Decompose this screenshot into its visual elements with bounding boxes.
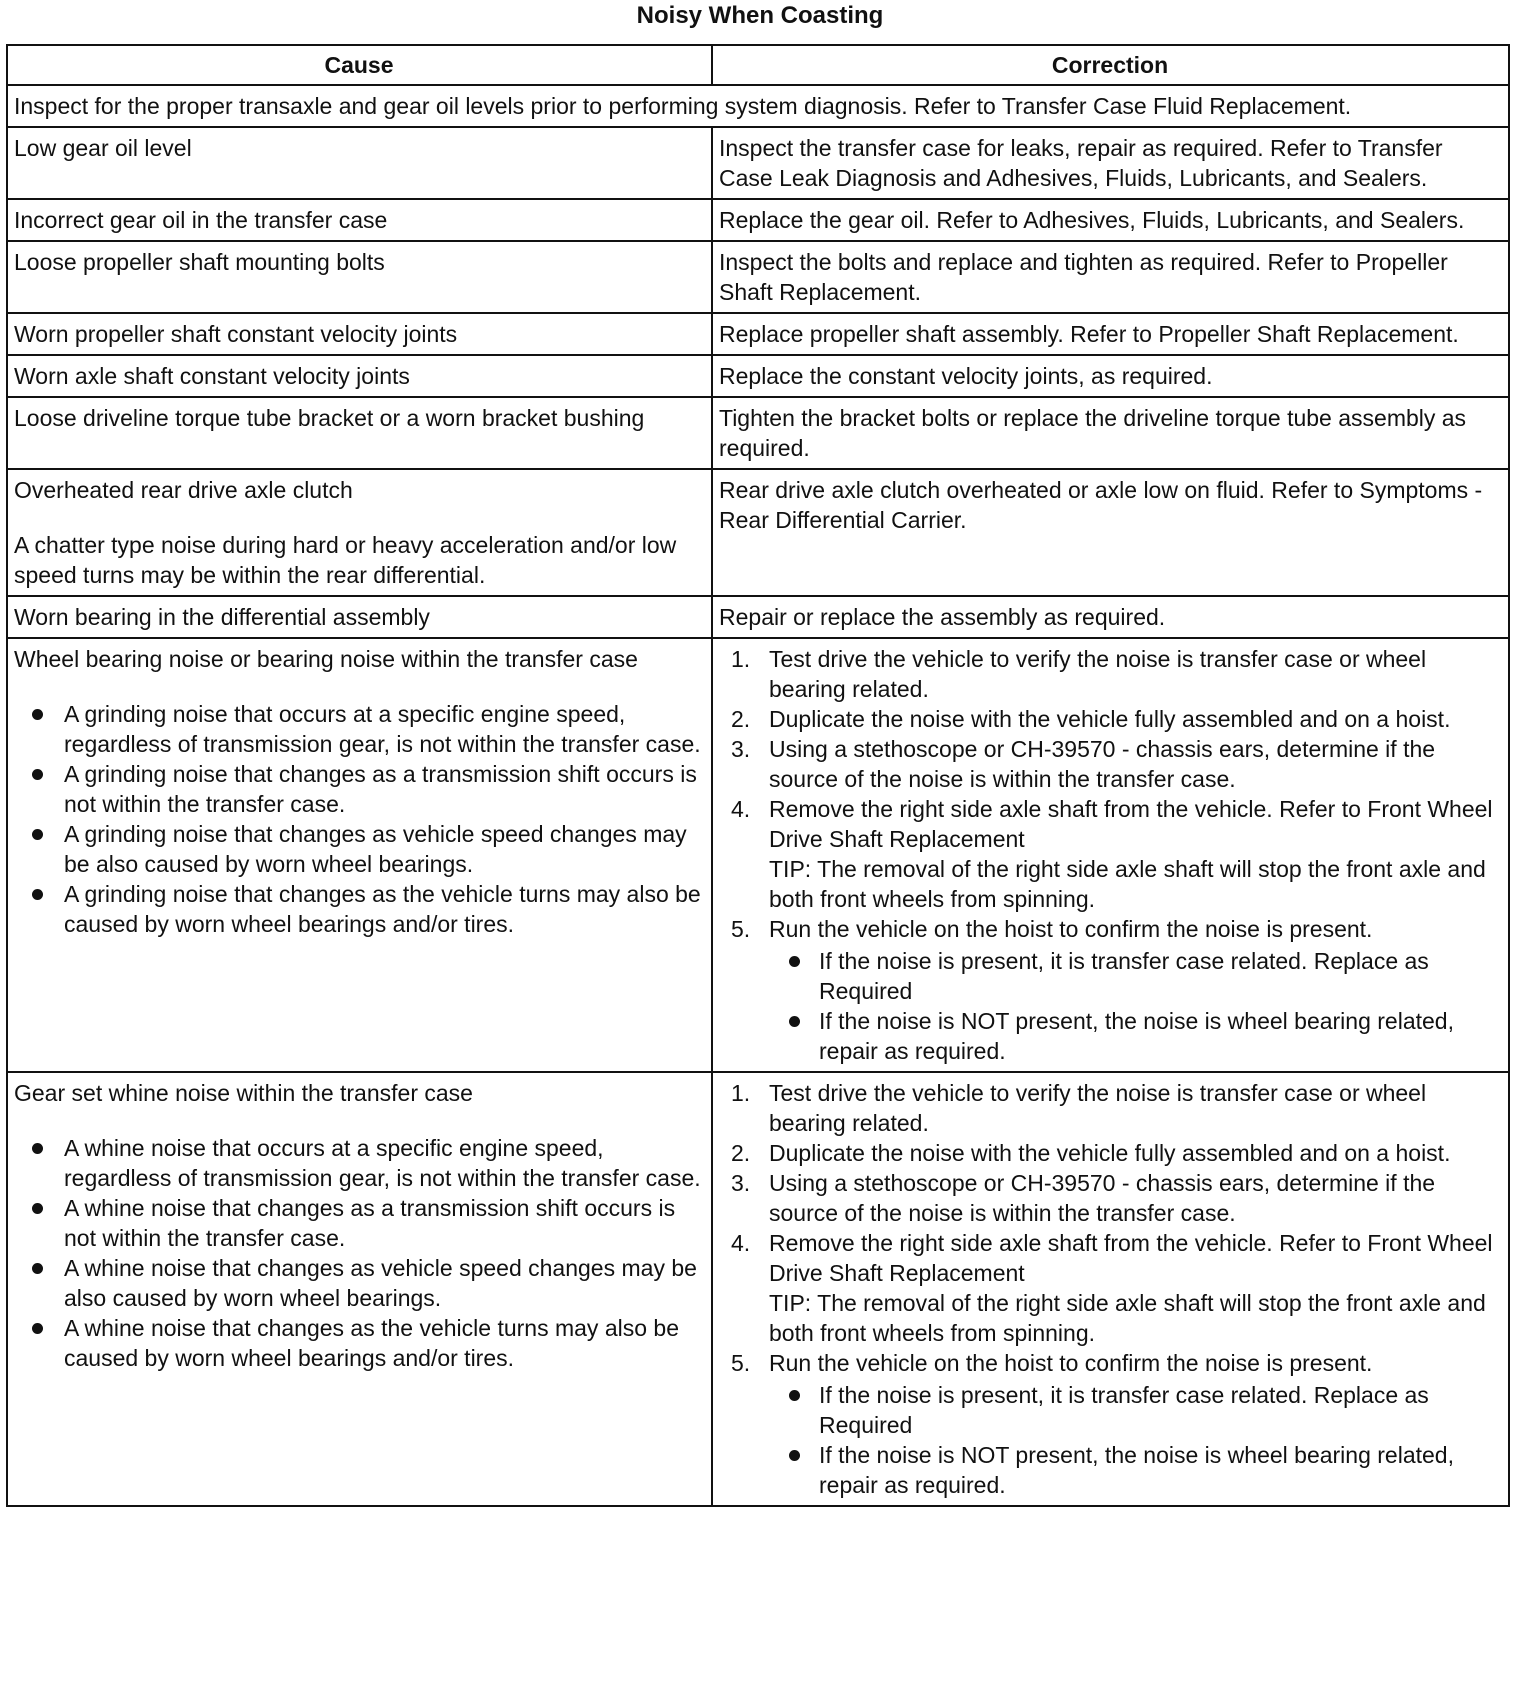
step-item: [731, 914, 1501, 1066]
cause-column-header: Cause: [7, 45, 712, 85]
cause-cell: Low gear oil level: [7, 127, 712, 199]
step-number: 5.: [731, 1350, 751, 1376]
step-text: Test drive the vehicle to verify the noise is transfer case or wheel bearing related.: [769, 646, 1427, 702]
cause-cell: Worn axle shaft constant velocity joints: [7, 355, 712, 397]
table-row-wheel-bearing: [7, 638, 1509, 1072]
step-item: [731, 704, 1501, 734]
intro-text: Inspect for the proper transaxle and gear oil levels prior to performing system diagnosis. Refer to Transfer Case Fluid Replacement.: [7, 85, 1509, 127]
bullet-item: A grinding noise that changes as vehicle speed changes may be also caused by worn wheel bearings.: [64, 819, 704, 879]
correction-cell: Replace the constant velocity joints, as required.: [712, 355, 1509, 397]
table-row: [7, 469, 1509, 596]
step-text: Duplicate the noise with the vehicle fully assembled and on a hoist.: [769, 1140, 1451, 1166]
step-item: [731, 1228, 1501, 1348]
step-item: [731, 1348, 1501, 1500]
step-tip: TIP: The removal of the right side axle shaft will stop the front axle and both front wheels from spinning.: [769, 1290, 1486, 1346]
step-number: 1.: [731, 1080, 751, 1106]
sub-bullet-item: If the noise is NOT present, the noise is wheel bearing related, repair as required.: [819, 1006, 1501, 1066]
bullet-item: A whine noise that changes as a transmission shift occurs is not within the transfer case.: [64, 1193, 704, 1253]
cause-cell: Loose driveline torque tube bracket or a worn bracket bushing: [7, 397, 712, 469]
intro-row: [7, 85, 1509, 127]
header-row: [7, 45, 1509, 85]
cause-cell: Loose propeller shaft mounting bolts: [7, 241, 712, 313]
bullet-item: A grinding noise that occurs at a specific engine speed, regardless of transmission gear, is not within the transfer case.: [64, 699, 704, 759]
step-number: 4.: [731, 1230, 751, 1256]
correction-column-header: Correction: [712, 45, 1509, 85]
sub-bullet-list: [769, 1380, 1501, 1500]
cause-bullet-list: [14, 1133, 704, 1373]
step-item: [731, 644, 1501, 704]
correction-cell: Rear drive axle clutch overheated or axle low on fluid. Refer to Symptoms - Rear Differential Carrier.: [712, 469, 1509, 596]
correction-cell: Tighten the bracket bolts or replace the driveline torque tube assembly as required.: [712, 397, 1509, 469]
step-tip: TIP: The removal of the right side axle shaft will stop the front axle and both front wheels from spinning.: [769, 856, 1486, 912]
correction-steps: [719, 1078, 1501, 1500]
bullet-item: A whine noise that changes as the vehicle turns may also be caused by worn wheel bearings and/or tires.: [64, 1313, 704, 1373]
correction-cell: Repair or replace the assembly as required.: [712, 596, 1509, 638]
step-item: [731, 794, 1501, 914]
cause-cell: Worn bearing in the differential assembly: [7, 596, 712, 638]
step-text: Run the vehicle on the hoist to confirm the noise is present.: [769, 916, 1373, 942]
cause-text: Gear set whine noise within the transfer case: [14, 1080, 473, 1106]
step-number: 2.: [731, 706, 751, 732]
correction-cell: Replace the gear oil. Refer to Adhesives, Fluids, Lubricants, and Sealers.: [712, 199, 1509, 241]
step-number: 5.: [731, 916, 751, 942]
step-item: [731, 1138, 1501, 1168]
cause-cell: [7, 638, 712, 1072]
step-text: Duplicate the noise with the vehicle fully assembled and on a hoist.: [769, 706, 1451, 732]
correction-cell: Replace propeller shaft assembly. Refer to Propeller Shaft Replacement.: [712, 313, 1509, 355]
step-number: 3.: [731, 736, 751, 762]
step-text: Using a stethoscope or CH-39570 - chassis ears, determine if the source of the noise is within the transfer case.: [769, 736, 1436, 792]
sub-bullet-list: [769, 946, 1501, 1066]
table-row: [7, 355, 1509, 397]
step-text: Remove the right side axle shaft from the vehicle. Refer to Front Wheel Drive Shaft Replacement: [769, 1230, 1493, 1286]
step-text: Using a stethoscope or CH-39570 - chassis ears, determine if the source of the noise is within the transfer case.: [769, 1170, 1436, 1226]
correction-cell: [712, 638, 1509, 1072]
correction-cell: Inspect the transfer case for leaks, repair as required. Refer to Transfer Case Leak Diagnosis and Adhesives, Fluids, Lubricants, and Sealers.: [712, 127, 1509, 199]
table-row: [7, 199, 1509, 241]
table-row: [7, 397, 1509, 469]
sub-bullet-item: If the noise is present, it is transfer case related. Replace as Required: [819, 1380, 1501, 1440]
bullet-item: A grinding noise that changes as a transmission shift occurs is not within the transfer case.: [64, 759, 704, 819]
bullet-item: A grinding noise that changes as the vehicle turns may also be caused by worn wheel bearings and/or tires.: [64, 879, 704, 939]
step-number: 1.: [731, 646, 751, 672]
step-item: [731, 1168, 1501, 1228]
bullet-item: A whine noise that occurs at a specific engine speed, regardless of transmission gear, is not within the transfer case.: [64, 1133, 704, 1193]
bullet-item: A whine noise that changes as vehicle speed changes may be also caused by worn wheel bearings.: [64, 1253, 704, 1313]
table-row: [7, 596, 1509, 638]
step-item: [731, 734, 1501, 794]
table-row-gear-whine: [7, 1072, 1509, 1506]
cause-text: Wheel bearing noise or bearing noise within the transfer case: [14, 646, 638, 672]
sub-bullet-item: If the noise is present, it is transfer case related. Replace as Required: [819, 946, 1501, 1006]
table-row: [7, 313, 1509, 355]
correction-cell: [712, 1072, 1509, 1506]
cause-cell: Worn propeller shaft constant velocity joints: [7, 313, 712, 355]
page-title: Noisy When Coasting: [636, 2, 884, 29]
step-number: 2.: [731, 1140, 751, 1166]
table-row: [7, 241, 1509, 313]
diagnosis-table: [6, 44, 1510, 1507]
step-text: Run the vehicle on the hoist to confirm the noise is present.: [769, 1350, 1373, 1376]
step-number: 3.: [731, 1170, 751, 1196]
sub-bullet-item: If the noise is NOT present, the noise is wheel bearing related, repair as required.: [819, 1440, 1501, 1500]
cause-cell: Incorrect gear oil in the transfer case: [7, 199, 712, 241]
cause-note: A chatter type noise during hard or heavy acceleration and/or low speed turns may be within the rear differential.: [14, 532, 677, 588]
cause-cell: [7, 469, 712, 596]
cause-bullet-list: [14, 699, 704, 939]
step-text: Test drive the vehicle to verify the noise is transfer case or wheel bearing related.: [769, 1080, 1427, 1136]
cause-text: Overheated rear drive axle clutch: [14, 477, 353, 503]
step-number: 4.: [731, 796, 751, 822]
correction-cell: Inspect the bolts and replace and tighten as required. Refer to Propeller Shaft Replacement.: [712, 241, 1509, 313]
cause-cell: [7, 1072, 712, 1506]
correction-steps: [719, 644, 1501, 1066]
step-item: [731, 1078, 1501, 1138]
step-text: Remove the right side axle shaft from the vehicle. Refer to Front Wheel Drive Shaft Replacement: [769, 796, 1493, 852]
table-row: [7, 127, 1509, 199]
